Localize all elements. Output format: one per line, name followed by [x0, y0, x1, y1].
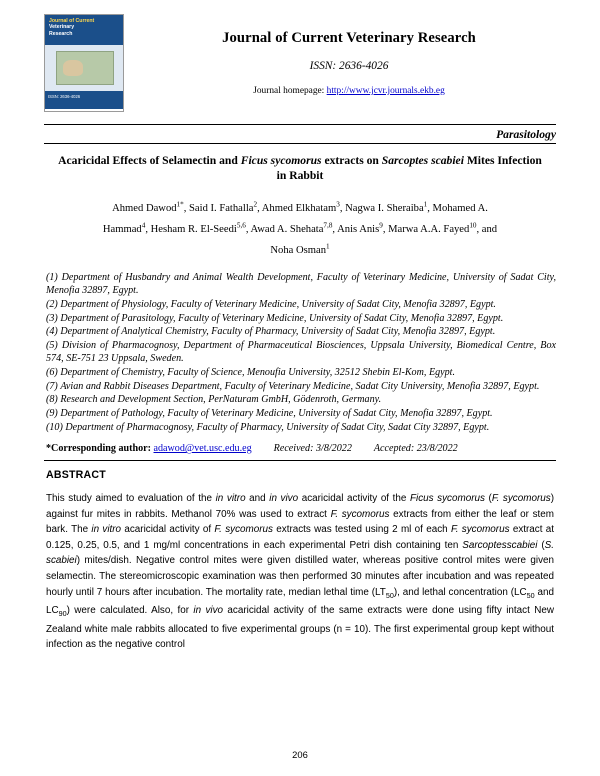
abstract-text: This study aimed to evaluation of the in vitro and in vivo acaricidal activity of the Ficus sycomorus (F. sycomorus) against fur mites in rabbits. Methanol 70% was used to extract F. sycomorus extracts from either the leaf or stem bark. The in vitro acaricidal activity of F. sycomorus extracts was tested using 2 ml of each F. sycomorus extract at 0.125, 0.25, 0.5, and 1 mg/ml concentrations in each experimental Petri dish containing ten Sarcoptesscabiei (S. scabiei) mites/dish. Negative control mites were given distilled water, whereas positive control mites were given selamectin. The stereomicroscopic examination was then performed 30 minutes after incubation and was repeated hourly until 7 hours after incubation. The mortality rate, median lethal time $(LT_{50})$, and lethal concentration ($LC_{50}$ and $LC_{90}$) were calculated. Also, for in vivo acaricidal activity of the same extracts were done using fifty intact New Zealand white male rabbits allocated to five experimental groups (n = 10). The first experimental group kept without infection as the negative control	[46, 493, 554, 651]
affiliation-text: Department of Chemistry, Faculty of Science, Menoufia University, 32512 Shebin El-Kom, Egypt.	[60, 367, 456, 379]
affiliation-number: (3)	[46, 312, 58, 324]
corresponding-email-link[interactable]: adawod@vet.usc.edu.eg	[153, 443, 252, 455]
affiliation-number: (10)	[46, 421, 63, 433]
title-segment-2: extracts on	[321, 154, 382, 167]
cover-line-2: Current	[75, 18, 95, 24]
journal-homepage-link[interactable]: http://www.jcvr.journals.ekb.eg	[326, 86, 445, 96]
affiliation-item	[46, 407, 556, 420]
affiliation-item	[46, 325, 556, 338]
corresponding-label: Corresponding author:	[51, 443, 151, 455]
journal-heading	[124, 14, 556, 96]
cover-photo	[45, 45, 123, 91]
header-divider	[44, 124, 556, 125]
page-number: 206	[292, 749, 308, 760]
corresponding-author	[46, 443, 554, 454]
title-segment-1: Acaricidal Effects of Selamectin and	[58, 154, 241, 167]
affiliation-text: Department of Husbandry and Animal Wealth Development, Faculty of Veterinary Medicine, University of Sadat City, Menofia 32897, Egypt.	[46, 272, 556, 297]
affiliation-text: Department of Parasitology, Faculty of Veterinary Medicine, University of Sadat City, Menofia 32897, Egypt.	[60, 312, 504, 324]
affiliation-text: Avian and Rabbit Diseases Department, Faculty of Veterinary Medicine, Sadat City University, Menofia 32897, Egypt.	[60, 380, 540, 392]
affiliation-item	[46, 380, 556, 393]
affiliation-text: Department of Physiology, Faculty of Veterinary Medicine, University of Sadat City, Menofia 32897, Egypt.	[60, 299, 496, 310]
affiliation-item	[46, 366, 556, 379]
section-tag: Parasitology	[496, 128, 556, 141]
cover-line-4: Research	[49, 30, 73, 37]
cover-line-3: Veterinary	[49, 24, 75, 31]
masthead	[0, 0, 600, 118]
author-line-3: Noha Osman$^1$	[270, 242, 330, 256]
affiliation-item	[46, 393, 556, 406]
affiliation-number: (9)	[46, 408, 58, 420]
author-line-2: Hammad$^4$, Hesham R. El-Seedi$^{5,6}$, Awad A. Shehata$^{7,8}$, Anis Anis$^9$, Marwa A.A. Fayed$^{10}$, and	[102, 221, 498, 235]
affiliation-item	[46, 421, 556, 434]
author-line-1: Ahmed Dawod$^{1*}$, Said I. Fathalla$^2$, Ahmed Elkhatam$^3$, Nagwa I. Sheraiba$^1$, Mohamed A.	[112, 200, 488, 214]
corresponding-star: *	[46, 443, 52, 455]
affiliation-number: (6)	[46, 367, 58, 379]
affiliation-item	[46, 339, 556, 365]
affiliation-list	[46, 271, 556, 434]
journal-homepage	[142, 86, 556, 96]
affiliation-number: (7)	[46, 380, 58, 392]
title-italic-1: Ficus sycomorus	[240, 154, 322, 167]
journal-homepage-label: Journal homepage:	[253, 86, 325, 96]
affiliation-text: Department of Pathology, Faculty of Veterinary Medicine, University of Sadat City, Menofia 32897, Egypt.	[60, 408, 493, 420]
cover-footer	[45, 91, 123, 109]
affiliation-text: Department of Pharmacognosy, Faculty of Pharmacy, University of Sadat City, Sadat City 32897, Egypt.	[65, 421, 490, 433]
section-divider	[44, 143, 556, 144]
journal-title: Journal of Current Veterinary Research	[222, 30, 476, 46]
author-list	[58, 196, 542, 259]
cover-line-1: Journal of	[49, 18, 75, 24]
affiliation-item	[46, 271, 556, 297]
affiliation-text: Division of Pharmacognosy, Department of Pharmaceutical Biosciences, Uppsala University, Biomedical Centre, Box 574, SE-751 23 Uppsala, Sweden.	[46, 340, 556, 365]
abstract-heading: ABSTRACT	[46, 469, 106, 482]
affiliation-number: (4)	[46, 326, 58, 338]
affiliation-item	[46, 298, 556, 311]
journal-issn: ISSN: 2636-4026	[309, 60, 389, 72]
cover-issn: ISSN: 2636-4026	[48, 94, 81, 99]
accepted-date: Accepted: 23/8/2022	[373, 443, 458, 455]
title-segment-3: Mites Infection in Rabbit	[276, 154, 542, 182]
cover-photo-image	[56, 51, 114, 85]
affiliation-number: (2)	[46, 299, 58, 310]
abstract-divider	[44, 460, 556, 461]
received-date: Received: 3/8/2022	[273, 443, 352, 455]
affiliation-item	[46, 312, 556, 325]
affiliation-text: Research and Development Section, PerNaturam GmbH, Gödenroth, Germany.	[60, 394, 382, 406]
page-title	[52, 153, 548, 183]
journal-cover-thumbnail	[44, 14, 124, 112]
affiliation-number: (1)	[46, 272, 58, 284]
affiliation-text: Department of Analytical Chemistry, Faculty of Pharmacy, University of Sadat City, Menofia 32897, Egypt.	[60, 326, 496, 338]
affiliation-number: (8)	[46, 394, 58, 406]
affiliation-number: (5)	[46, 340, 58, 352]
cover-header	[45, 15, 123, 45]
title-italic-2: Sarcoptes scabiei	[381, 154, 464, 167]
